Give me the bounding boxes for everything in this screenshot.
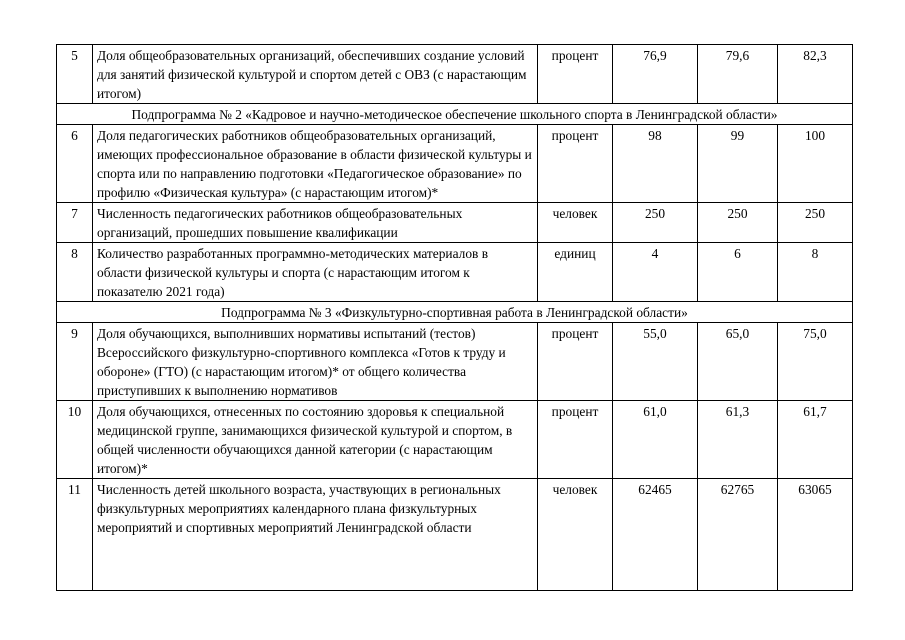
value-year-3: 63065 [778, 479, 853, 591]
table-row [57, 243, 853, 302]
indicator-name: Численность детей школьного возраста, участвующих в региональных физкультурных мероприятиях календарного плана физкультурных мероприятий и спортивных мероприятий Ленинградской области [93, 479, 538, 591]
value-year-2: 79,6 [698, 45, 778, 104]
row-number: 5 [57, 45, 93, 104]
row-number: 9 [57, 323, 93, 401]
value-year-3: 8 [778, 243, 853, 302]
value-year-2: 250 [698, 203, 778, 243]
indicator-name: Доля общеобразовательных организаций, обеспечивших создание условий для занятий физической культурой и спортом детей с ОВЗ (с нарастающим итогом) [93, 45, 538, 104]
unit-cell: единиц [538, 243, 613, 302]
value-year-1: 4 [613, 243, 698, 302]
value-year-1: 98 [613, 125, 698, 203]
value-year-2: 62765 [698, 479, 778, 591]
value-year-3: 82,3 [778, 45, 853, 104]
indicator-name: Численность педагогических работников общеобразовательных организаций, прошедших повышение квалификации [93, 203, 538, 243]
subprogram-title: Подпрограмма № 3 «Физкультурно-спортивная работа в Ленинградской области» [57, 302, 853, 323]
value-year-2: 6 [698, 243, 778, 302]
value-year-2: 65,0 [698, 323, 778, 401]
indicator-name: Доля обучающихся, выполнивших нормативы испытаний (тестов) Всероссийского физкультурно-спортивного комплекса «Готов к труду и обороне» (ГТО) (с нарастающим итогом)* от общего количества приступивших к выполнению нормативов [93, 323, 538, 401]
table-row [57, 45, 853, 104]
value-year-3: 100 [778, 125, 853, 203]
row-number: 8 [57, 243, 93, 302]
subprogram-title: Подпрограмма № 2 «Кадровое и научно-методическое обеспечение школьного спорта в Ленинградской области» [57, 104, 853, 125]
value-year-3: 61,7 [778, 401, 853, 479]
row-number: 11 [57, 479, 93, 591]
value-year-1: 76,9 [613, 45, 698, 104]
row-number: 10 [57, 401, 93, 479]
value-year-1: 55,0 [613, 323, 698, 401]
table-row [57, 125, 853, 203]
indicators-table [56, 44, 853, 591]
value-year-2: 99 [698, 125, 778, 203]
row-number: 7 [57, 203, 93, 243]
unit-cell: процент [538, 125, 613, 203]
unit-cell: человек [538, 479, 613, 591]
value-year-1: 62465 [613, 479, 698, 591]
subprogram-row [57, 302, 853, 323]
unit-cell: процент [538, 323, 613, 401]
subprogram-row [57, 104, 853, 125]
value-year-3: 250 [778, 203, 853, 243]
indicator-name: Количество разработанных программно-методических материалов в области физической культуры и спорта (с нарастающим итогом к показателю 2021 года) [93, 243, 538, 302]
value-year-1: 250 [613, 203, 698, 243]
unit-cell: процент [538, 45, 613, 104]
unit-cell: человек [538, 203, 613, 243]
unit-cell: процент [538, 401, 613, 479]
indicator-name: Доля педагогических работников общеобразовательных организаций, имеющих профессиональное образование в области физической культуры и спорта или по направлению подготовки «Педагогическое образование» по профилю «Физическая культура» (с нарастающим итогом)* [93, 125, 538, 203]
value-year-1: 61,0 [613, 401, 698, 479]
value-year-2: 61,3 [698, 401, 778, 479]
table-row [57, 323, 853, 401]
row-number: 6 [57, 125, 93, 203]
value-year-3: 75,0 [778, 323, 853, 401]
table-row [57, 479, 853, 591]
table-row [57, 401, 853, 479]
table-row [57, 203, 853, 243]
indicator-name: Доля обучающихся, отнесенных по состоянию здоровья к специальной медицинской группе, занимающихся физической культурой и спортом, в общей численности обучающихся данной категории (с нарастающим итогом)* [93, 401, 538, 479]
